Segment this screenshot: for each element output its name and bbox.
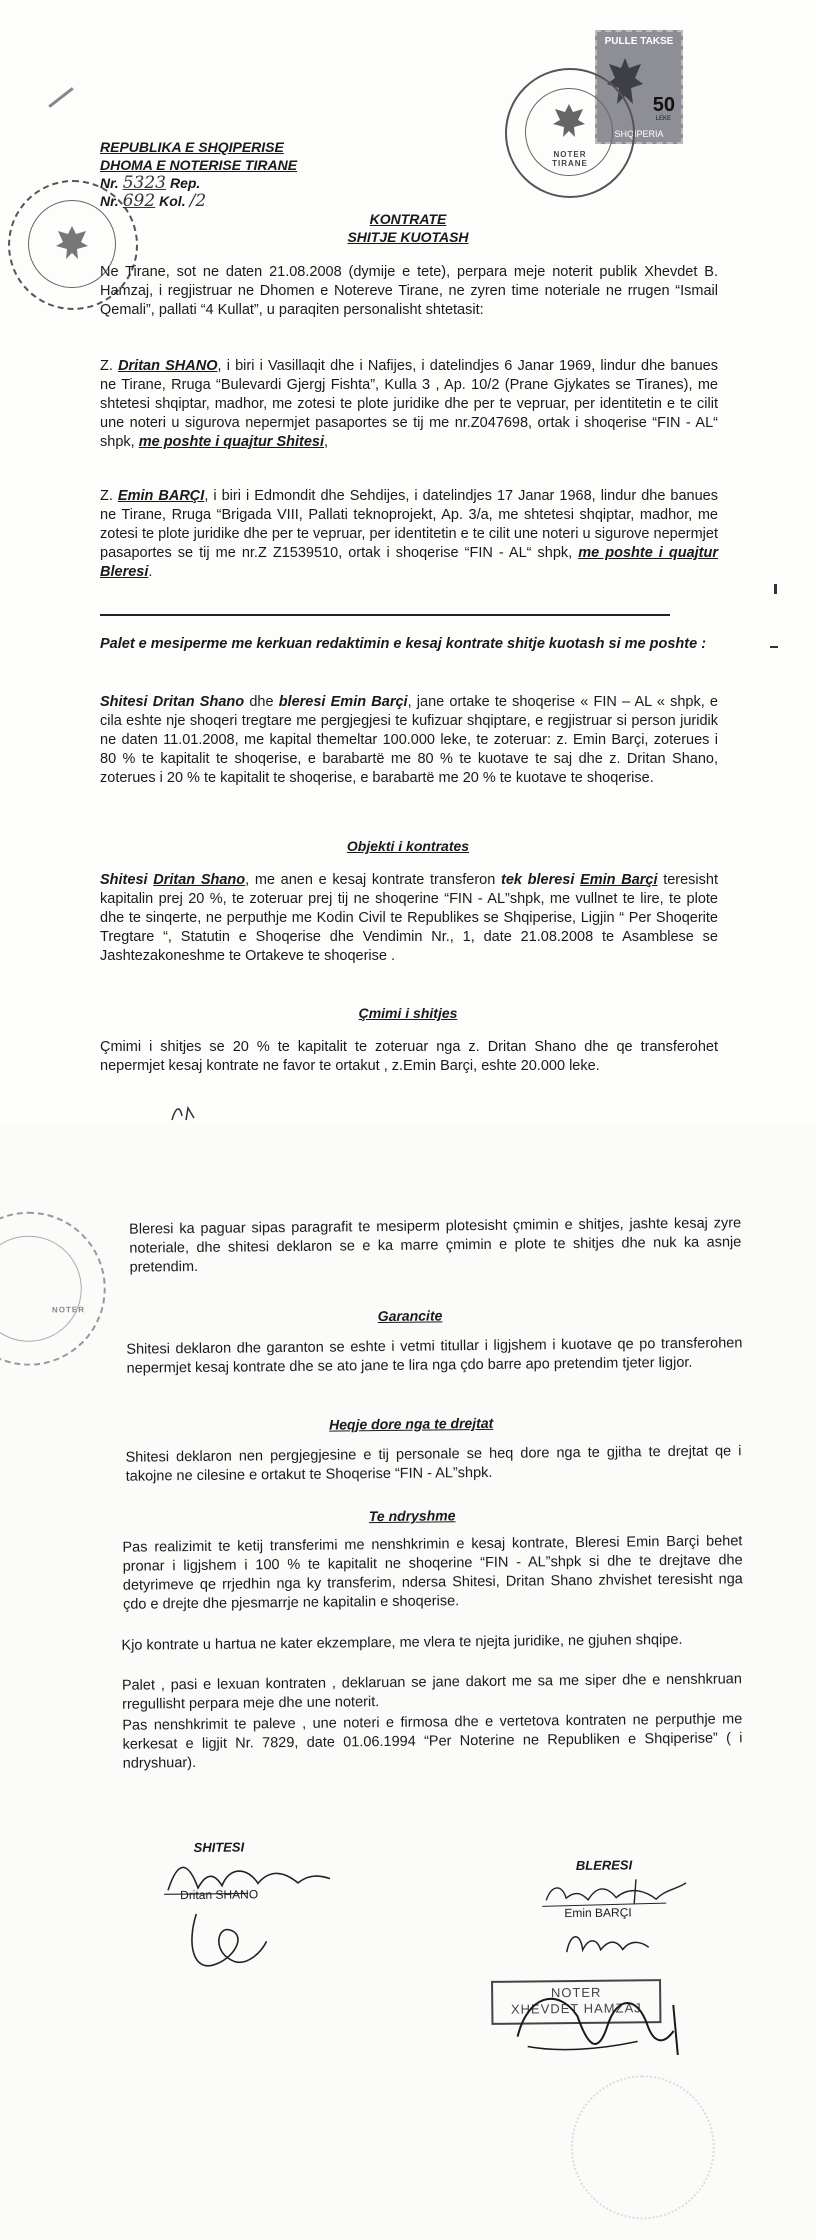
- object-seller-label: Shitesi: [100, 872, 154, 888]
- margin-mark: [770, 646, 778, 648]
- notary-seal-bottom: [570, 2075, 716, 2221]
- tax-stamp-top-label: PULLE TAKSE: [604, 36, 674, 47]
- initials-mark: [168, 1102, 208, 1122]
- misc-paragraph-3: Palet , pasi e lexuan kontraten , deklaruan se jane dakort me sa me siper dhe e nenshkruan rregullisht perpara meje dhe une noterit.: [121, 1671, 742, 1713]
- seller-signature-2: [176, 1903, 277, 1984]
- tax-stamp-value: 50: [652, 94, 675, 116]
- rep-label: Rep.: [169, 175, 201, 191]
- object-buyer-label: tek bleresi: [500, 872, 581, 888]
- object-paragraph: [100, 871, 718, 966]
- section-object-heading: Objekti i kontrates: [346, 838, 470, 854]
- seal-text: NOTER TIRANE: [552, 150, 588, 168]
- pen-mark: [48, 87, 73, 108]
- seller-details: , i biri i Vasillaqit dhe i Nafijes, i datelindjes 6 Janar 1969, lindur dhe banues ne Tirane, Rruga “Bulevardi Gjergj Fishta”, Kulla 3 , Ap. 10/2 (Prane Gjykates se Tiranes), me shtetesi shqiptar, madhor, me zotesi te plote juridike dhe per te vepruar, per identitetin e te cilit une noteri u sigurova nepermjet pasaportes se tij me nr.Z047698, ortak i shoqerise “FIN - AL“ shpk,: [100, 358, 718, 450]
- buyer-name: Emin BARÇI: [117, 488, 205, 504]
- seller-role: me poshte i quajtur Shitesi: [138, 434, 325, 450]
- notary-stamp-line2: XHEVDET HAMZAJ: [510, 2000, 642, 2017]
- header-kol-line: [100, 192, 297, 210]
- section-guarantees-heading: Garancite: [377, 1307, 443, 1325]
- seller-printed-name: Dritan SHANO: [180, 1887, 259, 1903]
- seller-name: Dritan SHANO: [118, 358, 218, 374]
- seller-end: ,: [324, 434, 329, 450]
- buyer-details: , i biri i Edmondit dhe Sehdijes, i datelindjes 17 Janar 1968, lindur dhe banues ne Tirane, Rruga “Brigada VIII, Pallati teknoprojekt, Ap. 3/a, me shtetesi shqiptar, madhor, me zotesi te plote juridike dhe per te vepruar, per identitetin e te cilit une noteri u sigurove nepermjet pasaportes se tij me nr.Z Z1539510, ortak i shoqerise “FIN - AL“ shpk,: [100, 488, 718, 561]
- notary-seal-side: [0, 1211, 107, 1367]
- parties-and: dhe: [244, 694, 279, 710]
- parties-paragraph: [100, 693, 718, 788]
- margin-mark: [774, 584, 777, 594]
- payment-paragraph: Bleresi ka paguar sipas paragrafit te mesiperm plotesisht çmimin e shitjes, jashte kesaj zyre noteriale, dhe shitesi deklaron se e ka marre çmimin e plote te shitjes dhe nuk ka asnje pretendim.: [129, 1215, 742, 1276]
- parties-body: , jane ortake te shoqerise « FIN – AL « shpk, e cila eshte nje shoqeri tregtare me pergjegjesi te kufizuar shqiptare, e regjistruar si person juridik ne daten 11.01.2008, me kapital themeltar 100.000 leke, te zoteruar: z. Emin Barçi, zoterues i 80 % te kapitalit te shoqerise, e barabartë me 80 % te kuotave te saj dhe z. Dritan Shano, zoterues i 20 % te kapitalit te shoqerise, e barabartë me 20 % te kuotave te shoqerise.: [100, 694, 719, 786]
- header-line-republic: REPUBLIKA E SHQIPERISE: [100, 139, 284, 155]
- document-header: [100, 138, 297, 210]
- rep-number: 5323: [122, 173, 166, 193]
- parties-seller: Shitesi Dritan Shano: [100, 694, 245, 710]
- notary-stamp-line1: NOTER: [550, 1984, 602, 2001]
- buyer-paragraph: [100, 487, 718, 582]
- waiver-paragraph: Shitesi deklaron nen pergjegjesine e tij personale se heq dore nga te gjitha te drejtat qe i takojne ne cilesine e ortakut te Shoqerise “FIN - AL”shpk.: [125, 1443, 742, 1485]
- header-rep-line: [100, 174, 297, 192]
- kol-label: Kol.: [159, 193, 186, 209]
- object-seller-name: Dritan Shano: [153, 872, 246, 888]
- kol-number: 692: [122, 191, 156, 211]
- section-waiver-heading: Heqje dore nga te drejtat: [329, 1414, 494, 1433]
- misc-paragraph-1: Pas realizimit te ketij transferimi me nenshkrimin e kesaj kontrate, Bleresi Emin Barçi behet pronar i ligjshem i 100 % te kapitalit ne shoqerine “FIN - AL”shpk si dhe te drejtave dhe detyrimeve qe rrjedhin nga ky transferim, ndersa Shitesi, Dritan Shano zhvishet teresisht nga çdo e drejte dhe pjesmarrje ne kapitalin e shoqerise.: [122, 1533, 743, 1613]
- buyer-prefix: Z.: [100, 488, 113, 504]
- price-paragraph: Çmimi i shitjes se 20 % te kapitalit te zoteruar nga z. Dritan Shano dhe qe transferohet nepermjet kesaj kontrate ne favor te ortakut , z.Emin Barçi, eshte 20.000 leke.: [100, 1039, 718, 1074]
- notary-signature: [497, 1975, 698, 2077]
- header-line-chamber: DHOMA E NOTERISE TIRANE: [100, 157, 298, 173]
- notary-seal-top: [505, 68, 635, 198]
- tax-stamp-unit: LEKE: [655, 116, 671, 122]
- side-seal-text: NOTER: [51, 1305, 86, 1315]
- rep-nr-label: Nr.: [100, 175, 119, 191]
- buyer-printed-name: Emin BARÇI: [564, 1905, 632, 1921]
- misc-paragraph-4: Pas nenshkrimit te paleve , une noteri e firmosa dhe e vertetova kontraten ne perputhje me kerkesat e ligjit Nr. 7829, date 01.06.1994 “Per Noterine ne Republiken e Shqiperise” ( i ndryshuar).: [122, 1711, 743, 1772]
- object-buyer-name: Emin Barçi: [580, 872, 658, 888]
- section-price-heading: Çmimi i shitjes: [358, 1005, 458, 1021]
- parties-buyer: bleresi Emin Barçi: [278, 694, 408, 710]
- buyer-end: .: [148, 564, 153, 580]
- request-paragraph: Palet e mesiperme me kerkuan redaktimin e kesaj kontrate shitje kuotash si me poshte :: [100, 636, 707, 652]
- intro-paragraph: Ne Tirane, sot ne daten 21.08.2008 (dymije e tete), perpara meje noterit publik Xhevdet B. Hamzaj, i regjistruar ne Dhomen e Notereve Tirane, ne zyren time noteriale ne rrugen “Ismail Qemali”, pallati “4 Kullat”, u paraqiten personalisht shtetasit:: [100, 264, 718, 318]
- buyer-role: me poshte i quajtur Bleresi: [100, 545, 718, 580]
- document-page-2: [0, 1122, 816, 2240]
- buyer-signature-2: [556, 1921, 656, 1962]
- section-misc-heading: Te ndryshme: [368, 1507, 456, 1525]
- object-body: teresisht kapitalin prej 20 %, te zoteruar prej tij ne shoqerine “FIN - AL”shpk, me vullnet te lire, te plote dhe te sinqerte, ne perputhje me Kodin Civil te Republikes se Shqiperise, Ligjin “ Per Shoqerite Tregtare “, Statutin e Shoqerise dhe Vendimin Nr., 1, date 21.08.2008 te Asamblese se Jashtezakoneshme te Ortakeve te shoqerise .: [100, 872, 718, 964]
- seller-paragraph: [100, 357, 718, 452]
- contract-subtitle: SHITJE KUOTASH: [347, 229, 469, 245]
- contract-title: KONTRATE: [369, 211, 447, 227]
- kol-nr-label: Nr.: [100, 193, 119, 209]
- kol-suffix: /2: [189, 191, 207, 211]
- misc-paragraph-2: Kjo kontrate u hartua ne kater ekzemplare, me vlera te njejta juridike, ne gjuhen shqipe.: [121, 1631, 683, 1654]
- guarantees-paragraph: Shitesi deklaron dhe garanton se eshte i vetmi titullar i ligjshem i kuotave qe po transferohen nepermjet kesaj kontrate dhe se ato jane te lira nga çdo barre apo pretendim tjeter ligjor.: [126, 1335, 743, 1377]
- seller-prefix: Z.: [100, 358, 113, 374]
- seal-eagle-icon: [549, 100, 589, 140]
- seller-signature-label: SHITESI: [193, 1839, 245, 1856]
- tax-stamp-country: SHQIPERIA: [614, 129, 664, 139]
- object-mid: , me anen e kesaj kontrate transferon: [245, 872, 501, 888]
- buyer-signature-label: BLERESI: [575, 1857, 633, 1874]
- separator-rule: [100, 614, 670, 616]
